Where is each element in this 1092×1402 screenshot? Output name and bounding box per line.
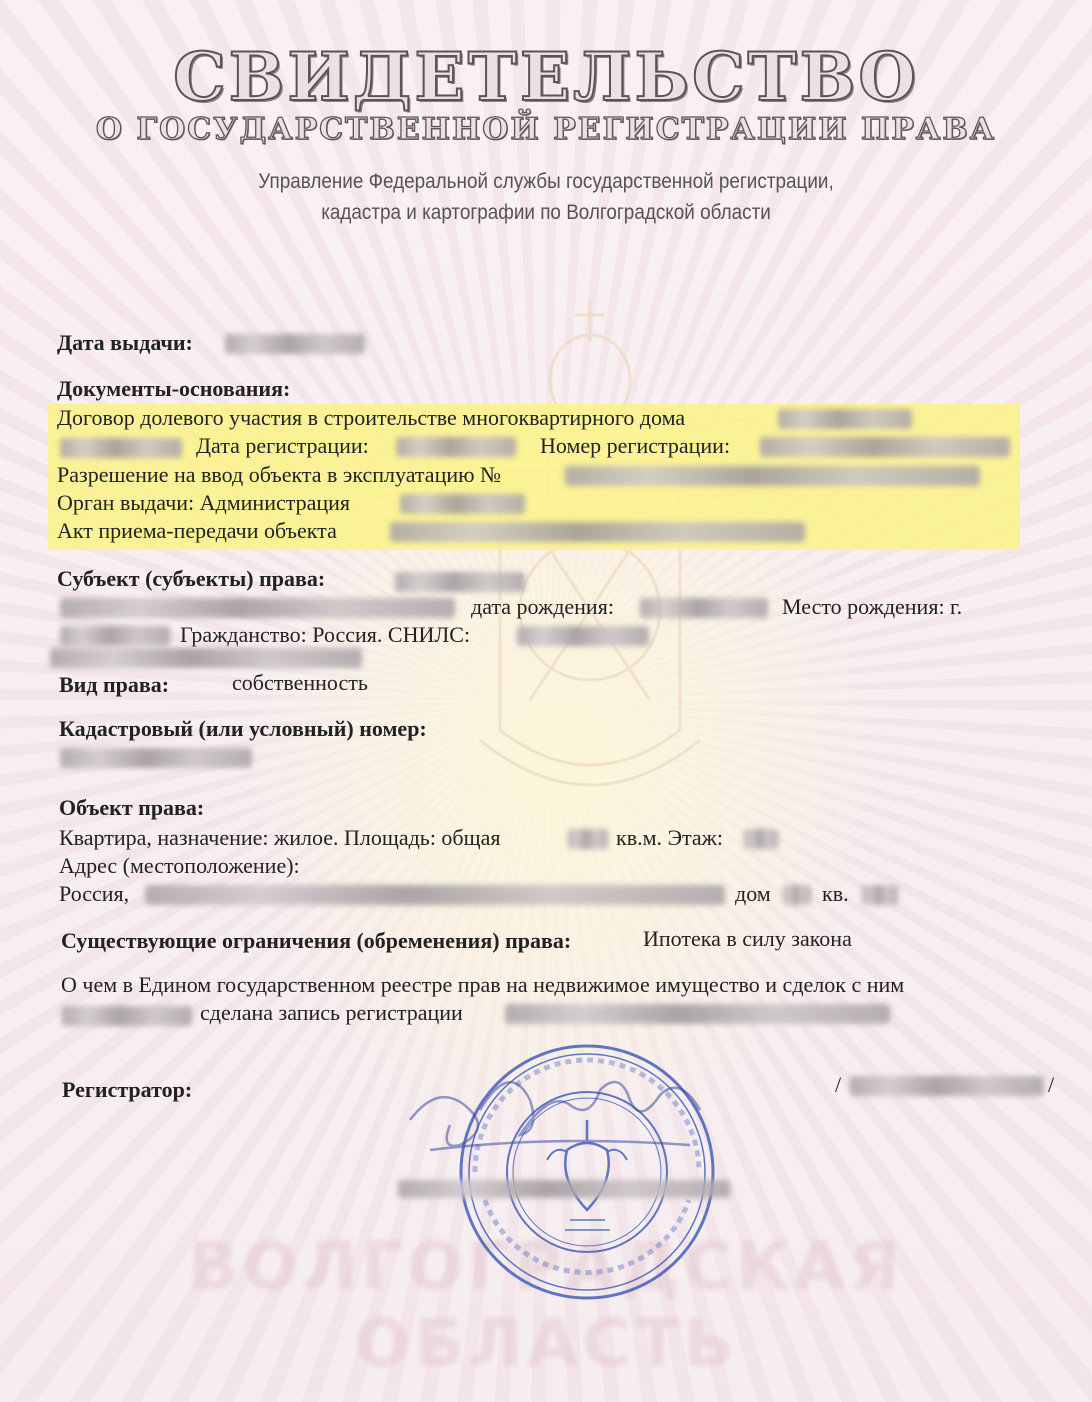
issue-date-label: Дата выдачи: [57, 330, 193, 355]
registry-record-label: сделана запись регистрации [200, 1000, 463, 1025]
redacted-house-number [783, 885, 811, 905]
redacted-transfer-act [390, 522, 805, 542]
redacted-apartment-number [862, 885, 898, 905]
agency-line-1: Управление Федеральной службы государственной регистрации, [258, 170, 834, 193]
registrar-slash-right: / [1048, 1072, 1055, 1097]
redacted-snils [517, 626, 649, 646]
redacted-record-number [505, 1004, 890, 1024]
right-type-label: Вид права: [59, 672, 170, 697]
redacted-contract-date [778, 409, 912, 429]
registrar-signature-icon [400, 1050, 710, 1170]
redacted-floor [744, 829, 778, 849]
redacted-birth-place [60, 626, 170, 646]
redacted-subject-id [395, 572, 525, 592]
address-country: Россия, [59, 881, 130, 906]
redacted-registration-number [760, 437, 1010, 457]
basis-line-contract: Договор долевого участия в строительстве многоквартирного дома [57, 405, 686, 430]
redacted-area [568, 829, 608, 849]
right-type-value: собственность [232, 670, 368, 695]
registry-statement: О чем в Едином государственном реестре прав на недвижимое имущество и сделок с ним [61, 972, 905, 997]
redacted-permit-number [565, 466, 980, 486]
redacted-birth-date [640, 598, 768, 618]
citizenship-snils: Гражданство: Россия. СНИЛС: [180, 622, 471, 647]
cadastral-number-label: Кадастровый (или условный) номер: [59, 716, 427, 741]
agency-line-2: кадастра и картографии по Волгоградской области [321, 201, 771, 224]
redacted-registry-date [62, 1006, 192, 1026]
registration-date-label: Дата регистрации: [196, 433, 369, 458]
redacted-registration-date [396, 437, 516, 457]
region-watermark: ВОЛГОГРАДСКАЯ ОБЛАСТЬ [188, 1228, 904, 1382]
certificate-subtitle: О ГОСУДАРСТВЕННОЙ РЕГИСТРАЦИИ ПРАВА [95, 112, 997, 147]
birth-place-label: Место рождения: г. [782, 594, 963, 619]
coat-of-arms-watermark-icon [330, 270, 850, 830]
redacted-contract-number [60, 438, 182, 458]
registration-number-label: Номер регистрации: [540, 433, 731, 458]
address-label: Адрес (местоположение): [59, 853, 300, 878]
object-description: Квартира, назначение: жилое. Площадь: общая [59, 825, 501, 850]
object-label: Объект права: [59, 795, 205, 820]
redacted-issue-date [225, 334, 365, 354]
basis-line-authority: Орган выдачи: Администрация [57, 490, 351, 515]
registrar-label: Регистратор: [62, 1077, 193, 1102]
registrar-slash-left: / [835, 1072, 842, 1097]
restrictions-label: Существующие ограничения (обременения) права: [61, 928, 572, 953]
apartment-label: кв. [822, 881, 849, 906]
redacted-address [145, 885, 725, 905]
redacted-cadastral-number [60, 748, 252, 768]
certificate-title: СВИДЕТЕЛЬСТВО [173, 38, 919, 116]
basis-line-transfer-act: Акт приема-передачи объекта [57, 518, 337, 543]
restrictions-value: Ипотека в силу закона [643, 926, 852, 951]
redacted-subject-name [60, 598, 455, 618]
redacted-passport [50, 648, 362, 668]
subject-label: Субъект (субъекты) права: [57, 566, 326, 591]
redacted-registrar-fullname [398, 1180, 730, 1198]
redacted-registrar-name [850, 1076, 1044, 1096]
area-unit-floor-label: кв.м. Этаж: [616, 825, 723, 850]
basis-line-permit: Разрешение на ввод объекта в эксплуатацию № [57, 462, 502, 487]
house-label: дом [735, 881, 771, 906]
basis-documents-label: Документы-основания: [57, 376, 291, 401]
issuing-agency [55, 166, 1038, 228]
redacted-authority [400, 494, 525, 514]
birth-date-label: дата рождения: [471, 594, 614, 619]
